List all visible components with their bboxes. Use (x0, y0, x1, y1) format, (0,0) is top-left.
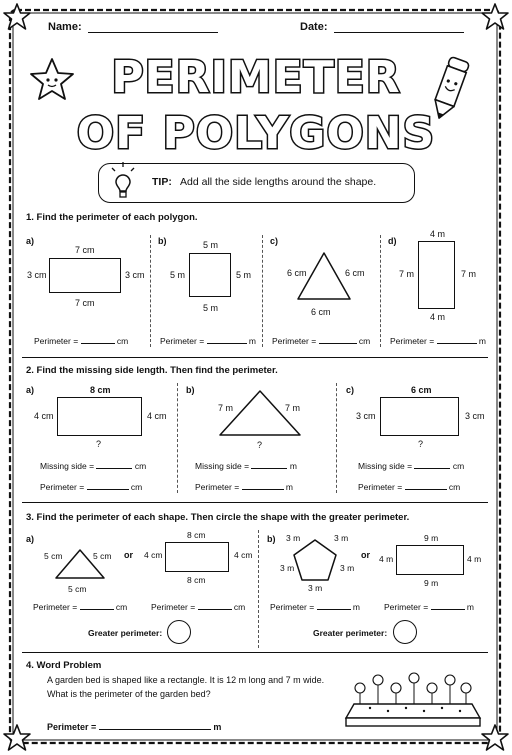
rectangle-shape (49, 258, 121, 293)
name-label: Name: (48, 21, 82, 33)
side-label: 3 cm (27, 270, 47, 280)
garden-bed-illustration (344, 664, 482, 730)
greater-perimeter-label: Greater perimeter: (88, 628, 163, 638)
side-label: 4 cm (144, 550, 163, 560)
worksheet-title (70, 44, 442, 156)
missing-side-mark: ? (257, 440, 263, 450)
side-label: 5 m (203, 240, 219, 250)
date-label: Date: (300, 21, 328, 33)
q3-heading: 3. Find the perimeter of each shape. Then circle the shape with the greater perimeter. (26, 512, 410, 523)
side-label: 9 m (424, 533, 439, 543)
perimeter-answer-line[interactable]: Perimeter = cm (40, 482, 143, 492)
side-label: 7 m (461, 269, 477, 279)
missing-side-answer-line[interactable]: Missing side = m (195, 461, 297, 471)
rectangle-shape (380, 397, 459, 436)
pentagon-shape (292, 538, 338, 582)
svg-text:PERIMETER: PERIMETER (111, 52, 401, 103)
side-label: 5 cm (93, 551, 112, 561)
lightbulb-icon (108, 160, 138, 202)
side-label: 7 cm (75, 298, 95, 308)
q1b-letter: b) (158, 236, 167, 246)
divider (336, 383, 337, 493)
q3a-letter: a) (26, 534, 35, 544)
missing-side-mark: ? (418, 439, 424, 449)
divider (262, 235, 263, 347)
perimeter-answer-line[interactable]: Perimeter = m (384, 602, 475, 612)
q2b-letter: b) (186, 385, 195, 395)
perimeter-answer-line[interactable]: Perimeter = cm (151, 602, 246, 612)
section-divider (22, 502, 488, 503)
side-label: 5 m (236, 270, 252, 280)
q1a-letter: a) (26, 236, 35, 246)
square-shape (189, 253, 231, 297)
side-label: 7 cm (75, 245, 95, 255)
greater-perimeter-label: Greater perimeter: (313, 628, 388, 638)
divider (150, 235, 151, 347)
side-label: 5 cm (44, 551, 63, 561)
corner-star-icon (2, 723, 32, 753)
q2c-letter: c) (346, 385, 355, 395)
missing-side-answer-line[interactable]: Missing side = cm (40, 461, 147, 471)
tip-label: TIP: (152, 176, 172, 188)
or-label: or (361, 550, 370, 560)
rectangle-shape (57, 397, 142, 436)
side-label: 3 m (280, 563, 295, 573)
q4-heading: 4. Word Problem (26, 660, 102, 671)
divider (380, 235, 381, 347)
side-label: 4 m (430, 312, 446, 322)
perimeter-answer-line[interactable]: Perimeter = m (195, 482, 294, 492)
rectangle-shape (418, 241, 455, 309)
side-label: 7 m (218, 403, 234, 413)
side-label: 9 m (424, 578, 439, 588)
side-label: 3 m (334, 533, 349, 543)
q1d-letter: d) (388, 236, 397, 246)
svg-text:OF POLYGONS: OF POLYGONS (76, 108, 436, 156)
side-label: 5 cm (68, 584, 87, 594)
side-label: 3 cm (465, 411, 485, 421)
rectangle-shape (396, 545, 464, 575)
side-label: 3 m (286, 533, 301, 543)
star-mascot-icon (28, 56, 76, 104)
perimeter-answer-line[interactable]: Perimeter = cm (358, 482, 461, 492)
perimeter-answer-line[interactable]: Perimeter = m (47, 722, 222, 732)
side-label: 4 m (430, 229, 446, 239)
answer-circle[interactable] (167, 620, 191, 644)
section-divider (22, 652, 488, 653)
side-label: 4 cm (147, 411, 167, 421)
perimeter-answer-line[interactable]: Perimeter = m (270, 602, 361, 612)
tip-text: Add all the side lengths around the shape. (180, 176, 377, 188)
side-label: 3 m (308, 583, 323, 593)
side-label: 4 cm (34, 411, 54, 421)
side-label: 3 cm (125, 270, 145, 280)
side-label: 8 cm (187, 530, 206, 540)
word-problem-line2: What is the perimeter of the garden bed? (47, 689, 211, 699)
word-problem-line1: A garden bed is shaped like a rectangle. It is 12 m long and 7 m wide. (47, 675, 325, 685)
divider (258, 530, 259, 648)
perimeter-answer-line[interactable]: Perimeter = cm (272, 336, 371, 346)
side-label: 4 m (467, 554, 482, 564)
perimeter-answer-line[interactable]: Perimeter = m (160, 336, 257, 346)
perimeter-answer-line[interactable]: Perimeter = cm (33, 602, 128, 612)
side-label: 5 m (170, 270, 186, 280)
divider (177, 383, 178, 493)
side-label: 3 m (340, 563, 355, 573)
corner-star-icon (480, 723, 510, 753)
side-label: 8 cm (90, 385, 111, 395)
perimeter-answer-line[interactable]: Perimeter = m (390, 336, 487, 346)
perimeter-answer-line[interactable]: Perimeter = cm (34, 336, 129, 346)
q3b-letter: b) (267, 534, 276, 544)
q2a-letter: a) (26, 385, 35, 395)
side-label: 4 m (379, 554, 394, 564)
side-label: 6 cm (345, 268, 365, 278)
rectangle-shape (165, 542, 229, 572)
name-field[interactable] (88, 32, 218, 33)
missing-side-mark: ? (96, 439, 102, 449)
side-label: 7 m (285, 403, 301, 413)
triangle-shape (218, 389, 302, 437)
section-divider (22, 357, 488, 358)
side-label: 7 m (399, 269, 415, 279)
q1c-letter: c) (270, 236, 279, 246)
side-label: 6 cm (411, 385, 432, 395)
side-label: 6 cm (287, 268, 307, 278)
q2-heading: 2. Find the missing side length. Then find the perimeter. (26, 365, 278, 376)
side-label: 4 cm (234, 550, 253, 560)
side-label: 3 cm (356, 411, 376, 421)
missing-side-answer-line[interactable]: Missing side = cm (358, 461, 465, 471)
side-label: 6 cm (311, 307, 331, 317)
q1-heading: 1. Find the perimeter of each polygon. (26, 212, 198, 223)
corner-star-icon (480, 2, 510, 32)
side-label: 8 cm (187, 575, 206, 585)
side-label: 5 m (203, 303, 219, 313)
answer-circle[interactable] (393, 620, 417, 644)
date-field[interactable] (334, 32, 464, 33)
corner-star-icon (2, 2, 32, 32)
or-label: or (124, 550, 133, 560)
